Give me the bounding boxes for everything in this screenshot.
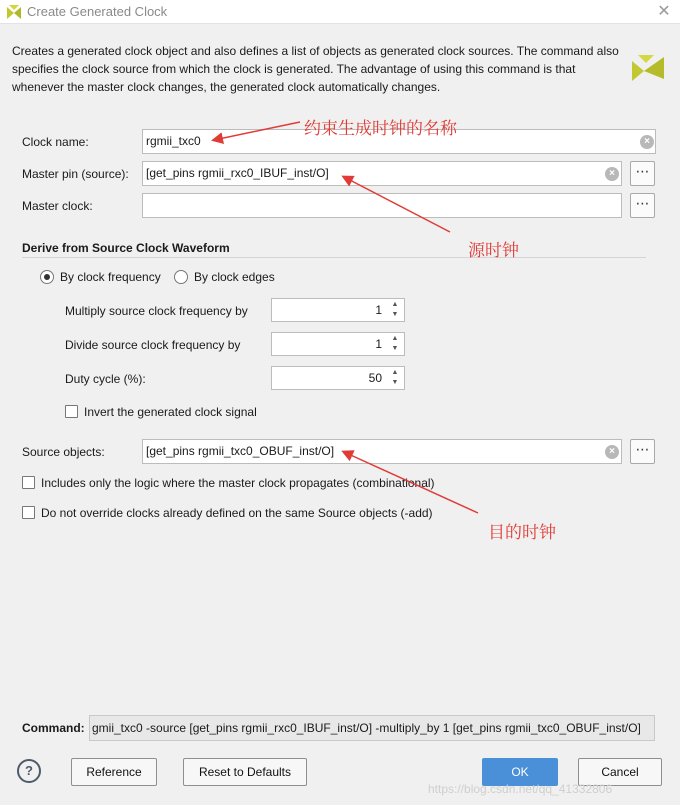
reference-button[interactable]: Reference — [71, 758, 157, 786]
clock-name-annotation: 约束生成时钟的名称 — [304, 119, 457, 138]
by-frequency-label[interactable]: By clock frequency — [60, 270, 161, 284]
spin-down-icon[interactable]: ▼ — [391, 345, 399, 352]
multiply-label: Multiply source clock frequency by — [65, 304, 248, 318]
clear-clock-name-icon[interactable]: × — [640, 135, 654, 149]
spin-down-icon[interactable]: ▼ — [391, 379, 399, 386]
target-clock-annotation: 目的时钟 — [488, 523, 556, 542]
multiply-value[interactable]: 1 — [375, 303, 382, 317]
source-objects-browse-button[interactable]: ⋯ — [630, 439, 655, 464]
divide-value[interactable]: 1 — [375, 337, 382, 351]
by-edges-label[interactable]: By clock edges — [194, 270, 275, 284]
duty-cycle-value[interactable]: 50 — [368, 371, 382, 385]
master-pin-label: Master pin (source): — [22, 167, 129, 181]
reset-defaults-button[interactable]: Reset to Defaults — [183, 758, 307, 786]
divide-label: Divide source clock frequency by — [65, 338, 241, 352]
master-clock-label: Master clock: — [22, 199, 93, 213]
spin-up-icon[interactable]: ▲ — [391, 335, 399, 342]
ok-button[interactable]: OK — [482, 758, 558, 786]
master-clock-browse-button[interactable]: ⋯ — [630, 193, 655, 218]
source-objects-input[interactable]: [get_pins rgmii_txc0_OBUF_inst/O] — [142, 439, 622, 464]
window-title: Create Generated Clock — [27, 4, 168, 19]
watermark: https://blog.csdn.net/qq_41332806 — [428, 782, 613, 796]
clear-source-objects-icon[interactable]: × — [605, 445, 619, 459]
command-preview: gmii_txc0 -source [get_pins rgmii_rxc0_IBUF_inst/O] -multiply_by 1 [get_pins rgmii_txc0_OBUF_inst/O] — [89, 715, 655, 741]
spin-down-icon[interactable]: ▼ — [391, 311, 399, 318]
combinational-label[interactable]: Includes only the logic where the master clock propagates (combinational) — [41, 476, 435, 490]
master-pin-input[interactable]: [get_pins rgmii_rxc0_IBUF_inst/O] — [142, 161, 622, 186]
dialog-description: Creates a generated clock object and also defines a list of objects as generated clock sources. The command also specifies the clock source from which the clock is generated. The advantage of using this command is that whenever the master clock changes, the generated clock automatically changes. — [12, 44, 619, 94]
close-icon[interactable]: ✕ — [657, 3, 671, 20]
master-pin-browse-button[interactable]: ⋯ — [630, 161, 655, 186]
add-label[interactable]: Do not override clocks already defined on the same Source objects (-add) — [41, 506, 433, 520]
source-objects-label: Source objects: — [22, 445, 105, 459]
clear-master-pin-icon[interactable]: × — [605, 167, 619, 181]
spin-up-icon[interactable]: ▲ — [391, 301, 399, 308]
clock-name-input[interactable]: rgmii_txc0 — [142, 129, 656, 154]
source-clock-annotation: 源时钟 — [468, 241, 519, 260]
cancel-button[interactable]: Cancel — [578, 758, 662, 786]
command-label: Command: — [22, 721, 85, 735]
invert-label[interactable]: Invert the generated clock signal — [84, 405, 257, 419]
spin-up-icon[interactable]: ▲ — [391, 369, 399, 376]
derive-section-title: Derive from Source Clock Waveform — [22, 241, 230, 255]
clock-name-label: Clock name: — [22, 135, 89, 149]
help-icon[interactable]: ? — [17, 759, 41, 783]
duty-cycle-label: Duty cycle (%): — [65, 372, 146, 386]
